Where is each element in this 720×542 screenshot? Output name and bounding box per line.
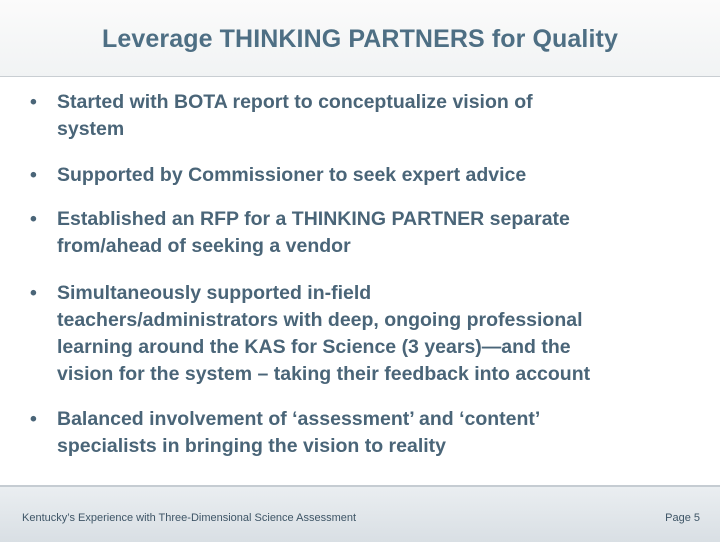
bullet-item [30,162,526,189]
bullet-line: Supported by Commissioner to seek expert advice [57,164,527,186]
bullet-dot-icon: • [30,164,37,186]
bullet-line: Balanced involvement of ‘assessment’ and ‘content’ [57,408,541,430]
bullet-item [30,89,533,143]
slide-title: Leverage THINKING PARTNERS for Quality [102,25,618,53]
bullet-line: Started with BOTA report to conceptualize vision of [57,91,533,113]
footer-band [0,485,720,542]
bullet-line: Simultaneously supported in-field [57,282,372,304]
bullet-item [30,206,570,260]
footer-title: Kentucky’s Experience with Three-Dimensional Science Assessment [22,512,357,524]
bullet-line: specialists in bringing the vision to reality [57,435,447,457]
bullet-line: teachers/administrators with deep, ongoing professional [57,309,583,331]
bullet-dot-icon: • [30,208,37,230]
page-number: Page 5 [665,512,700,524]
bullet-item [30,406,540,460]
bullet-line: vision for the system – taking their feedback into account [57,363,591,385]
bullet-item [30,280,590,388]
bullet-line: from/ahead of seeking a vendor [57,235,351,257]
bullet-line: Established an RFP for a THINKING PARTNER separate [57,208,570,230]
bullet-dot-icon: • [30,282,37,304]
bullet-line: system [57,118,125,140]
title-band [0,0,720,77]
bullet-dot-icon: • [30,91,37,113]
bullet-line: learning around the KAS for Science (3 years)—and the [57,336,571,358]
bullet-dot-icon: • [30,408,37,430]
